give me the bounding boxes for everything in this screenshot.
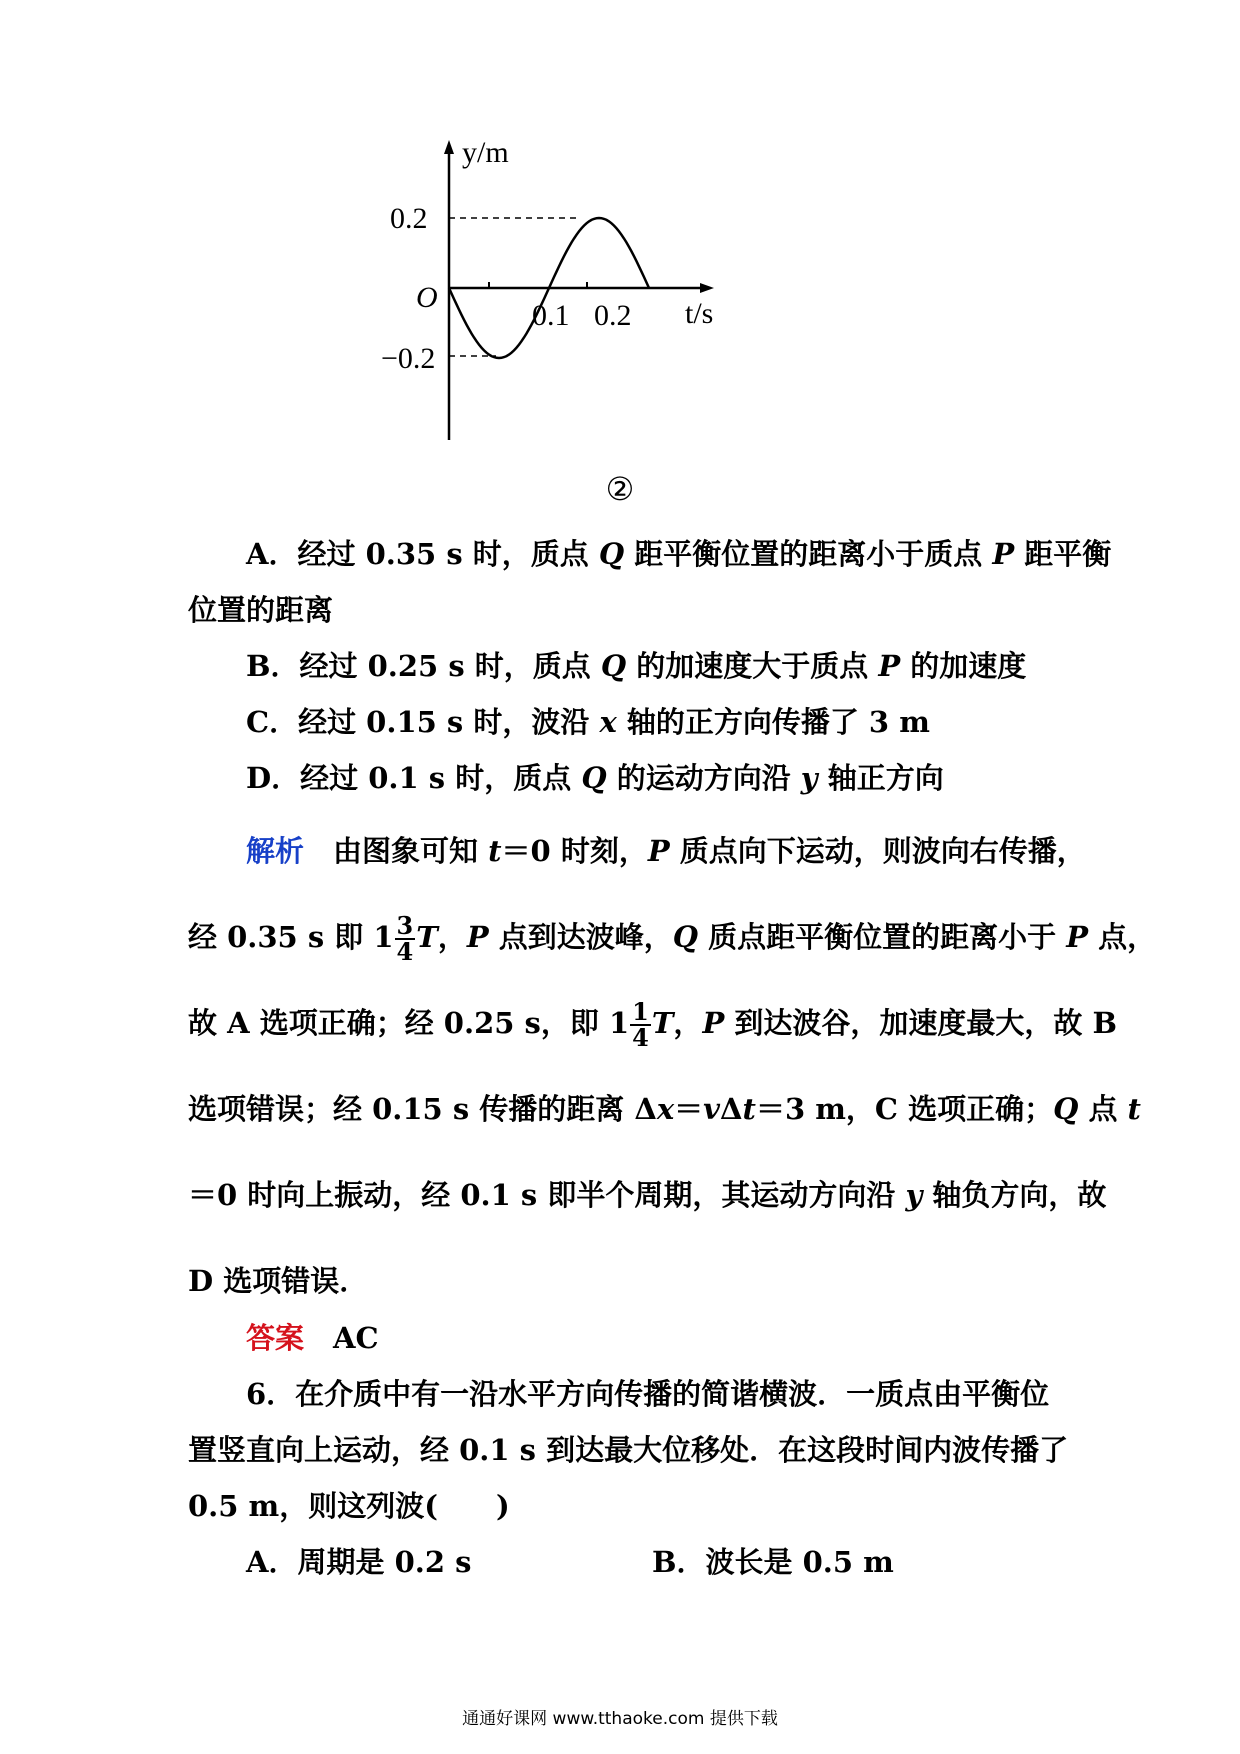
question-6-option-a: A．周期是 0.2 s: [246, 1545, 472, 1579]
option-c: C．经过 0.15 s 时，波沿 x 轴的正方向传播了 3 m: [246, 705, 930, 739]
footer-watermark: 通通好课网 www.tthaoke.com 提供下载: [462, 1709, 778, 1729]
option-b: B．经过 0.25 s 时，质点 Q 的加速度大于质点 P 的加速度: [246, 649, 1027, 683]
option-a: A．经过 0.35 s 时，质点 Q 距平衡位置的距离小于质点 P 距平衡: [246, 537, 1112, 571]
question-6-line-2: 置竖直向上运动，经 0.1 s 到达最大位移处．在这段时间内波传播了: [188, 1433, 1069, 1467]
question-6-line-3: 0.5 m，则这列波( ): [188, 1489, 510, 1523]
analysis-line-1: 解析 由图象可知 t＝0 时刻，P 质点向下运动，则波向右传播，: [246, 834, 1086, 868]
tick-label-neg-0.2: −0.2: [381, 342, 436, 375]
wave-graph-figure: [381, 136, 840, 530]
answer-line: [188, 1310, 1058, 1366]
figure-label: ②: [605, 470, 635, 508]
analysis-line-6: D 选项错误．: [188, 1264, 369, 1298]
question-6-option-b: B．波长是 0.5 m: [652, 1545, 894, 1579]
answer-value: AC: [333, 1321, 379, 1355]
y-axis-arrow: [444, 140, 454, 154]
y-axis-label: y/m: [462, 136, 509, 169]
tick-label-0.2: 0.2: [390, 202, 428, 235]
option-a-continued: 位置的距离: [188, 593, 334, 627]
tick-label-0.1: 0.1: [532, 299, 570, 332]
wave-graph: [381, 136, 840, 440]
fraction-3-4: $\frac{3}{4}$: [396, 911, 414, 966]
option-d: D．经过 0.1 s 时，质点 Q 的运动方向沿 y 轴正方向: [246, 761, 944, 795]
analysis-block: [188, 808, 1157, 1324]
analysis-line-4: 选项错误；经 0.15 s 传播的距离 Δx＝vΔt＝3 m，C 选项正确；Q 点 t: [188, 1092, 1141, 1126]
question-6-line-1: 6．在介质中有一沿水平方向传播的简谐横波．一质点由平衡位: [246, 1377, 1050, 1411]
x-axis-label: t/s: [685, 297, 714, 330]
analysis-line-3: 故 A 选项正确；经 0.25 s，即 1 $\frac{1}{4}$ T，P 到达波谷，加速度最大，故 B: [188, 997, 1117, 1052]
fraction-1-4: $\frac{1}{4}$: [632, 997, 649, 1052]
analysis-line-5: ＝0 时向上振动，经 0.1 s 即半个周期，其运动方向沿 y 轴负方向，故: [188, 1178, 1107, 1212]
answer-label: 答案: [246, 1321, 305, 1355]
question-6-options: [188, 1534, 1058, 1590]
x-axis-arrow: [700, 283, 714, 293]
tick-label-0.2-x: 0.2: [594, 299, 632, 332]
options-block: [188, 526, 1112, 806]
analysis-line-2: 经 0.35 s 即 1 $\frac{3}{4}$ T，P 点到达波峰，Q 质点距平衡位置的距离小于 P 点，: [188, 911, 1157, 966]
analysis-label: 解析: [246, 834, 305, 868]
origin-label: O: [416, 281, 438, 314]
answer-and-question-block: [188, 1310, 1069, 1590]
